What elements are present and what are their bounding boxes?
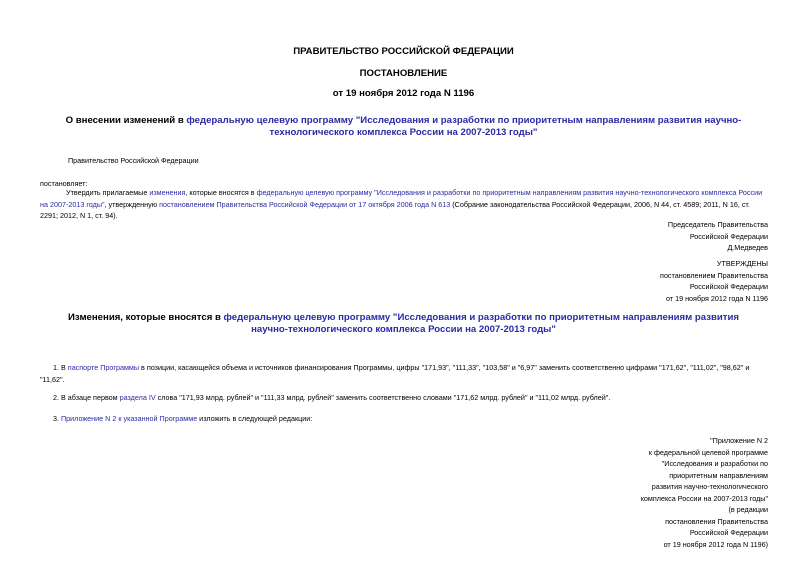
appendix-line: приоритетным направлениям [669,470,768,480]
p1-text-b: , которые вносятся в [185,188,257,197]
approved-block [528,258,768,304]
approved-line-4: от 19 ноября 2012 года N 1196 [665,293,768,303]
p1-text-c: , утвержденную [104,199,160,209]
resolution-613-link[interactable]: постановлением Правительства Российской Федерации от 17 октября 2006 года N 613 [159,199,451,209]
p1-text-d: (Собрание законодательства Российской Федерации, 2006, N 44, ст. 4589; 2011, N 16, ст. 2291; 2012, N 1, ст. 94). [40,199,750,220]
item-2-text-b: слова "171,93 млрд. рублей" и "111,33 млрд. рублей" заменить соответственно словами "171,62 млрд. рублей" и "111,02 млрд. рублей". [155,393,611,402]
paragraph-approve [40,187,768,222]
appendix-line: от 19 ноября 2012 года N 1196) [663,539,768,549]
government-line: Правительство Российской Федерации [68,156,199,165]
appendix-2-link[interactable]: Приложение N 2 к указанной Программе [61,414,198,423]
changes-link[interactable]: изменения [149,188,186,197]
appendix-line: комплекса России на 2007-2013 годы" [640,493,768,503]
approved-line-3: Российской Федерации [689,282,768,291]
item-1-text-a: 1. В [53,363,68,372]
document-type-heading: ПОСТАНОВЛЕНИЕ [359,68,448,79]
appendix-line: "Исследования и разработки по [661,459,768,468]
appendix-line: (в редакции [728,505,768,514]
approved-line-2: постановлением Правительства [660,270,768,280]
signature-block [528,219,768,254]
p1-text-a: Утвердить прилагаемые [66,188,150,197]
decides-line: постановляет: [40,179,88,188]
signature-line-1: Председатель Правительства [667,220,768,229]
appendix-line: к федеральной целевой программе [648,447,768,457]
appendix-block [528,435,768,550]
title-prefix: О внесении изменений в [65,115,187,126]
approved-line-1: УТВЕРЖДЕНЫ [716,259,768,268]
item-3-text-b: изложить в следующей редакции: [197,414,313,423]
section-iv-link[interactable]: раздела IV [119,393,156,402]
changes-title-prefix: Изменения, которые вносятся в [68,312,224,323]
changes-title-program-link[interactable]: федеральную целевую программу "Исследования и разработки по приоритетным направлениям развития научно-технологического комплекса России на 2007-2013 годы" [223,312,739,335]
program-passport-link[interactable]: паспорте Программы [67,363,140,372]
signature-line-2: Российской Федерации [689,231,768,241]
document-date-heading: от 19 ноября 2012 года N 1196 [332,88,475,99]
appendix-line: постановления Правительства [665,516,768,526]
title-program-link[interactable]: федеральную целевую программу "Исследования и разработки по приоритетным направлениям развития научно-технологического комплекса России на 2007-2013 годы" [186,115,742,138]
changes-title [60,312,747,336]
document-title [40,115,767,139]
program-link[interactable]: федеральную целевую программу "Исследования и разработки по приоритетным направлениям развития научно-технологического комплекса России на 2007-2013 годы" [40,188,763,209]
item-3-text-a: 3. [53,414,61,423]
item-1-text-b: в позиции, касающейся объема и источников финансирования Программы, цифры "171,93", "111,33", "103,58" и "6,97" заменить соответственно цифрами "171,62", "111,02", "98,62" и "11,62". [40,363,750,384]
item-3 [53,413,768,425]
appendix-line: развития научно-технологического [651,482,768,491]
signature-line-3: Д.Медведев [727,243,768,252]
appendix-line: "Приложение N 2 [710,436,768,445]
item-2 [53,392,768,404]
government-heading: ПРАВИТЕЛЬСТВО РОССИЙСКОЙ ФЕДЕРАЦИИ [293,46,514,57]
item-2-text-a: 2. В абзаце первом [53,393,120,402]
appendix-line: Российской Федерации [689,528,768,537]
item-1 [40,362,768,385]
